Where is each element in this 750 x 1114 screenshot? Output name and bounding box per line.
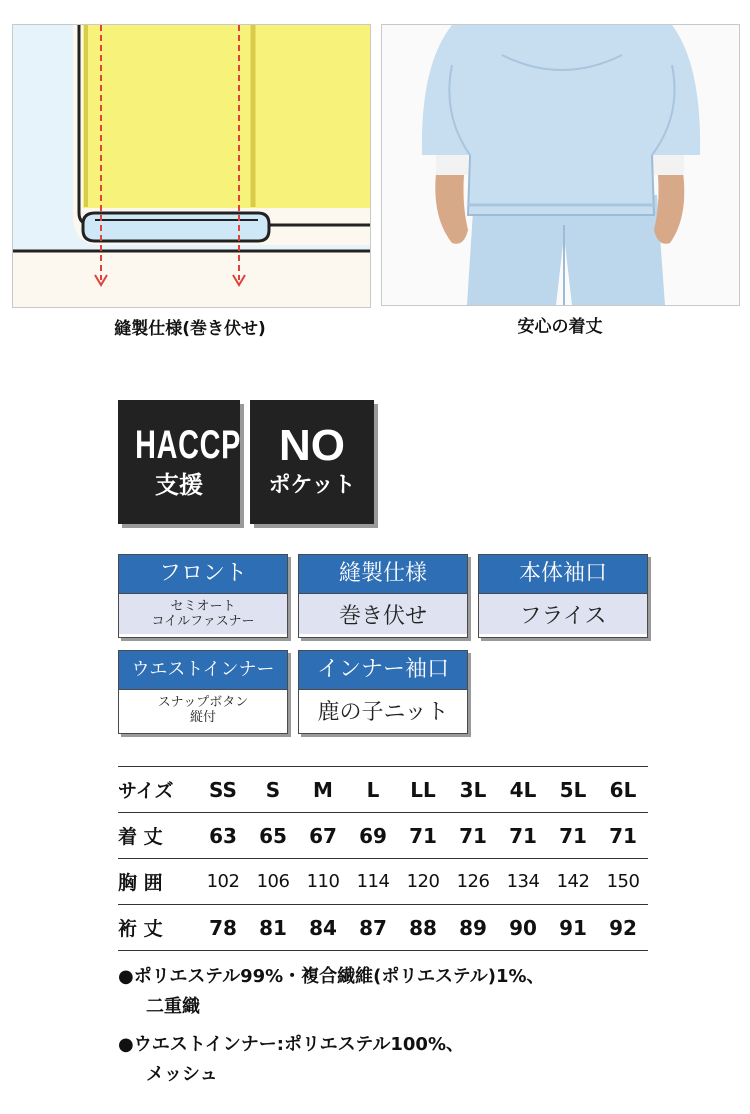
table-cell: 71 [498, 813, 548, 859]
spec-front-line1: セミオート [170, 599, 236, 614]
table-cell: 81 [248, 905, 298, 951]
table-cell: 65 [248, 813, 298, 859]
material-line-3: ●ウエストインナー:ポリエステル100%、 [118, 1034, 464, 1055]
badge-haccp-sub: 支援 [155, 471, 203, 499]
size-col: 4L [498, 767, 548, 813]
table-cell: 120 [398, 859, 448, 905]
spec-body-cuff [478, 554, 648, 638]
spec-body-cuff-value: フライス [519, 603, 607, 629]
chest-row [118, 859, 648, 905]
badge-haccp-title: HACCP [135, 423, 242, 467]
spec-sewing [298, 554, 468, 638]
size-header-label: サイズ [118, 767, 198, 813]
sewing-diagram-image [12, 24, 371, 308]
spec-waist-inner [118, 650, 288, 734]
table-cell: 78 [198, 905, 248, 951]
row-label: 裄 丈 [118, 905, 198, 951]
badge-no-title: NO [279, 421, 345, 470]
material-notes [118, 962, 545, 1090]
table-cell: 71 [548, 813, 598, 859]
table-cell: 110 [298, 859, 348, 905]
table-cell: 69 [348, 813, 398, 859]
size-header-row [118, 767, 648, 813]
spec-inner-cuff [298, 650, 468, 734]
table-cell: 106 [248, 859, 298, 905]
table-cell: 67 [298, 813, 348, 859]
row-label: 胸 囲 [118, 859, 198, 905]
spec-sewing-value: 巻き伏せ [338, 603, 427, 629]
table-cell: 71 [598, 813, 648, 859]
material-line-2: 二重織 [146, 996, 200, 1017]
size-col: 6L [598, 767, 648, 813]
size-col: L [348, 767, 398, 813]
garment-photo-svg [382, 25, 739, 305]
spec-front-line2: コイルファスナー [151, 614, 255, 629]
table-cell: 63 [198, 813, 248, 859]
table-cell: 91 [548, 905, 598, 951]
spec-front [118, 554, 288, 638]
row-label: 着 丈 [118, 813, 198, 859]
sleeve-row [118, 905, 648, 951]
material-line-1: ●ポリエステル99%・複合繊維(ポリエステル)1%、 [118, 966, 545, 987]
size-col: S [248, 767, 298, 813]
size-col: SS [198, 767, 248, 813]
badge-no-pocket [250, 400, 374, 524]
size-col: 3L [448, 767, 498, 813]
table-cell: 126 [448, 859, 498, 905]
size-col: LL [398, 767, 448, 813]
table-cell: 84 [298, 905, 348, 951]
table-cell: 71 [398, 813, 448, 859]
size-col: M [298, 767, 348, 813]
spec-waist-inner-line1: スナップボタン [157, 695, 249, 710]
spec-sewing-head: 縫製仕様 [299, 555, 467, 594]
table-cell: 90 [498, 905, 548, 951]
spec-body-cuff-head: 本体袖口 [479, 555, 647, 594]
garment-photo [381, 24, 740, 306]
material-line-4: メッシュ [146, 1064, 218, 1085]
length-row [118, 813, 648, 859]
table-cell: 71 [448, 813, 498, 859]
size-table [118, 766, 648, 951]
table-cell: 134 [498, 859, 548, 905]
badge-no-sub: ポケット [268, 473, 356, 498]
spec-waist-inner-head: ウエストインナー [119, 651, 287, 690]
badge-haccp [118, 400, 240, 524]
spec-front-head: フロント [119, 555, 287, 594]
size-col: 5L [548, 767, 598, 813]
spec-waist-inner-line2: 縦付 [189, 710, 216, 725]
sewing-caption: 縫製仕様(巻き伏せ) [114, 319, 266, 339]
spec-inner-cuff-head: インナー袖口 [299, 651, 467, 690]
table-cell: 88 [398, 905, 448, 951]
spec-inner-cuff-value: 鹿の子ニット [317, 699, 449, 725]
table-cell: 92 [598, 905, 648, 951]
table-cell: 87 [348, 905, 398, 951]
table-cell: 150 [598, 859, 648, 905]
table-cell: 89 [448, 905, 498, 951]
table-cell: 114 [348, 859, 398, 905]
sewing-diagram-svg [13, 25, 370, 307]
table-cell: 102 [198, 859, 248, 905]
garment-caption: 安心の着丈 [517, 317, 603, 337]
table-cell: 142 [548, 859, 598, 905]
